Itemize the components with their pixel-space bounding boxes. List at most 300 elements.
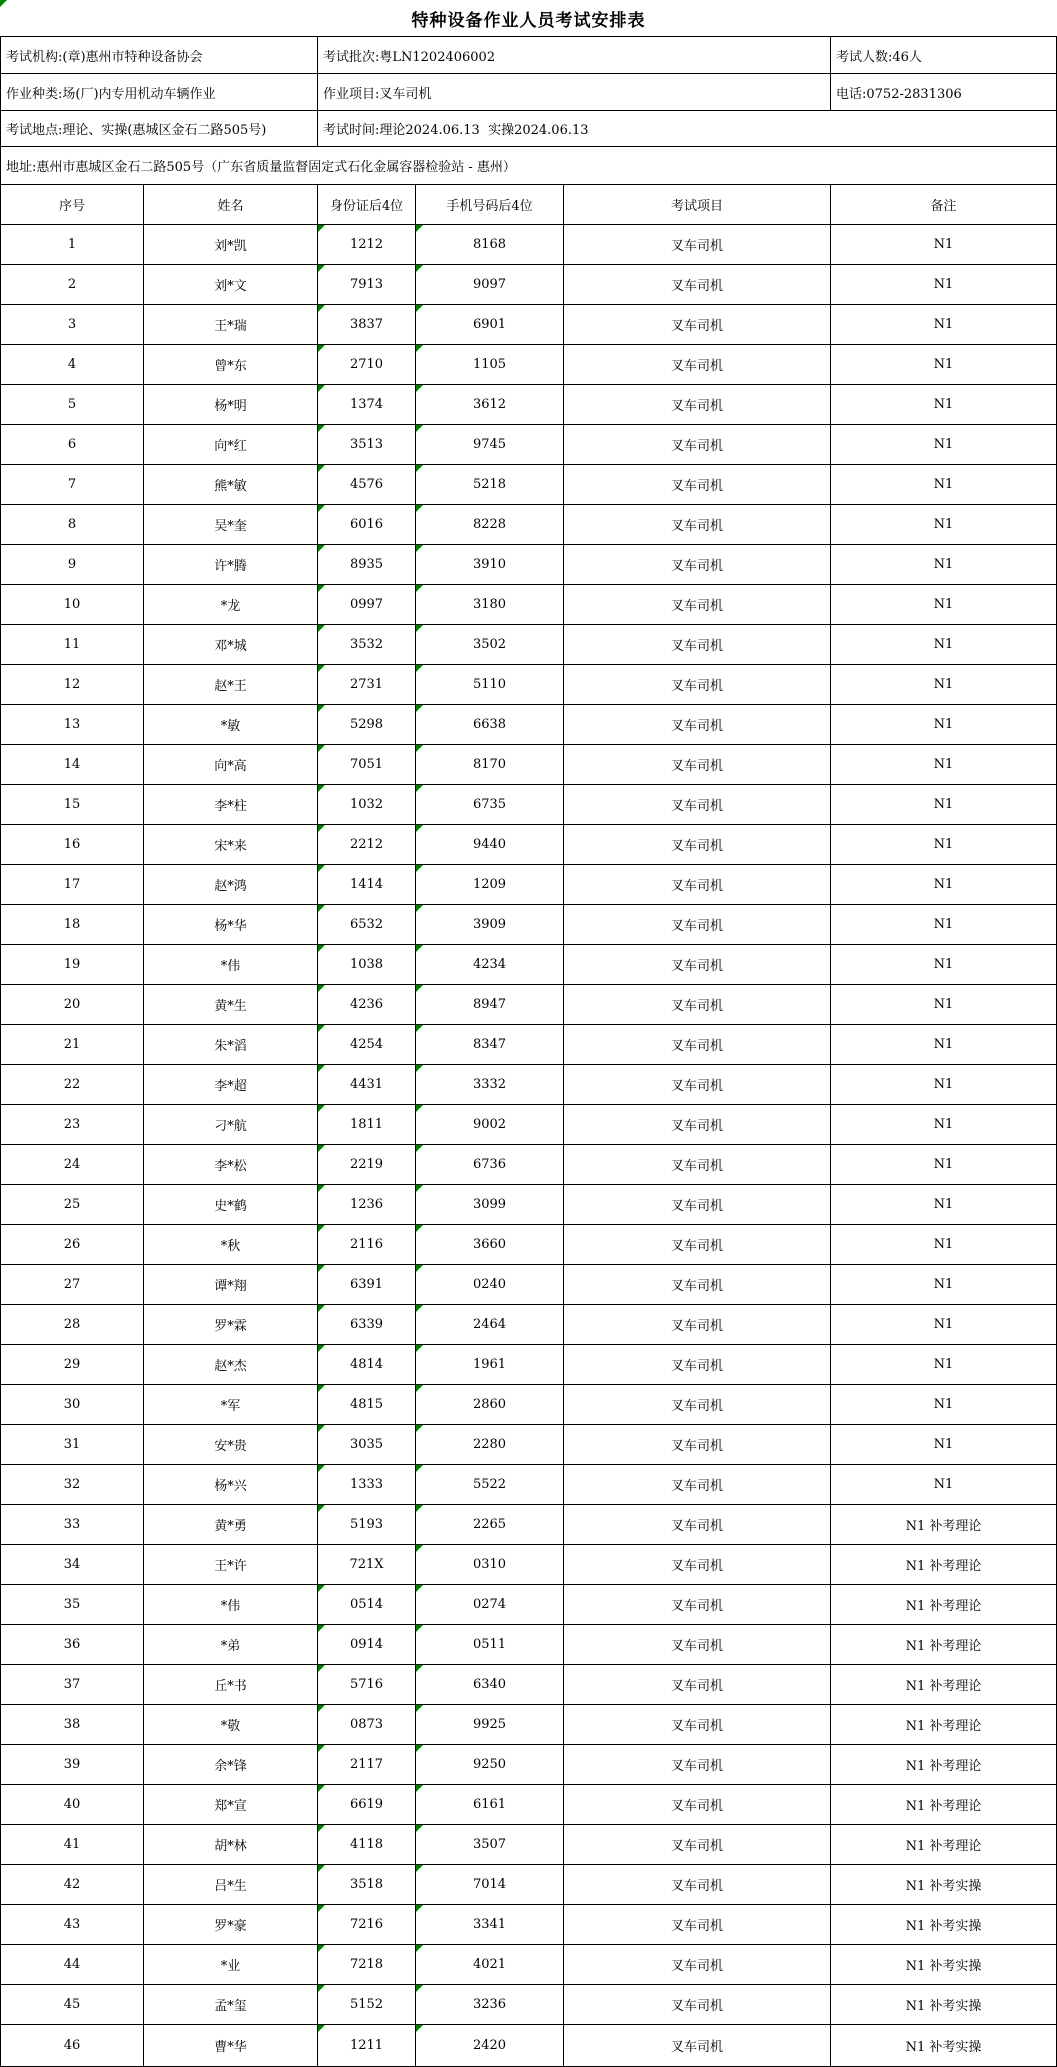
cell-note: N1 补考理论 xyxy=(905,1639,982,1654)
cell-seq: 45 xyxy=(1,1985,144,2024)
cell-exam-project: 叉车司机 xyxy=(564,1665,831,1704)
cell-id-last4: 5193 xyxy=(318,1505,416,1544)
cell-name: 许*腾 xyxy=(144,545,318,584)
table-row xyxy=(1,1705,1056,1745)
cell-exam-project: 叉车司机 xyxy=(564,865,831,904)
cell-note: N1 xyxy=(933,1117,954,1132)
cell-note: N1 xyxy=(933,477,954,492)
cell-exam-project: 叉车司机 xyxy=(564,505,831,544)
table-row xyxy=(1,1305,1056,1345)
cell-seq: 18 xyxy=(1,905,144,944)
table-row xyxy=(1,1865,1056,1905)
cell-exam-project: 叉车司机 xyxy=(564,1385,831,1424)
cell-exam-project: 叉车司机 xyxy=(564,1345,831,1384)
cell-note: N1 xyxy=(933,557,954,572)
cell-name: 朱*滔 xyxy=(144,1025,318,1064)
cell-exam-project: 叉车司机 xyxy=(564,945,831,984)
cell-id-last4: 1374 xyxy=(318,385,416,424)
cell-exam-project: 叉车司机 xyxy=(564,345,831,384)
cell-phone-last4: 1209 xyxy=(416,865,564,904)
col-header-id-last4: 身份证后4位 xyxy=(318,185,416,224)
table-row xyxy=(1,1785,1056,1825)
cell-note: N1 xyxy=(933,437,954,452)
cell-id-last4: 6339 xyxy=(318,1305,416,1344)
cell-id-last4: 0914 xyxy=(318,1625,416,1664)
cell-phone-last4: 0511 xyxy=(416,1625,564,1664)
cell-seq: 25 xyxy=(1,1185,144,1224)
cell-id-last4: 4576 xyxy=(318,465,416,504)
cell-phone-last4: 9097 xyxy=(416,265,564,304)
cell-id-last4: 5298 xyxy=(318,705,416,744)
cell-seq: 19 xyxy=(1,945,144,984)
cell-seq: 32 xyxy=(1,1465,144,1504)
cell-id-last4: 1038 xyxy=(318,945,416,984)
cell-exam-project: 叉车司机 xyxy=(564,1225,831,1264)
table-row xyxy=(1,545,1056,585)
cell-note: N1 xyxy=(933,837,954,852)
info-exam-time: 考试时间:理论2024.06.13 实操2024.06.13 xyxy=(323,123,589,138)
table-row xyxy=(1,465,1056,505)
cell-note: N1 补考理论 xyxy=(905,1559,982,1574)
cell-exam-project: 叉车司机 xyxy=(564,1705,831,1744)
cell-phone-last4: 1961 xyxy=(416,1345,564,1384)
cell-id-last4: 7216 xyxy=(318,1905,416,1944)
cell-exam-project: 叉车司机 xyxy=(564,1185,831,1224)
cell-exam-project: 叉车司机 xyxy=(564,1785,831,1824)
cell-id-last4: 6532 xyxy=(318,905,416,944)
cell-exam-project: 叉车司机 xyxy=(564,1065,831,1104)
cell-exam-project: 叉车司机 xyxy=(564,585,831,624)
cell-exam-project: 叉车司机 xyxy=(564,1905,831,1944)
cell-seq: 22 xyxy=(1,1065,144,1104)
cell-seq: 41 xyxy=(1,1825,144,1864)
info-exam-org: 考试机构:(章)惠州市特种设备协会 xyxy=(1,37,318,73)
cell-exam-project: 叉车司机 xyxy=(564,1305,831,1344)
cell-exam-project: 叉车司机 xyxy=(564,545,831,584)
cell-note: N1 xyxy=(933,917,954,932)
cell-phone-last4: 6161 xyxy=(416,1785,564,1824)
cell-phone-last4: 9002 xyxy=(416,1105,564,1144)
cell-exam-project: 叉车司机 xyxy=(564,1585,831,1624)
cell-phone-last4: 6638 xyxy=(416,705,564,744)
table-row xyxy=(1,1185,1056,1225)
table-row xyxy=(1,1625,1056,1665)
cell-phone-last4: 8170 xyxy=(416,745,564,784)
cell-phone-last4: 0310 xyxy=(416,1545,564,1584)
table-row xyxy=(1,425,1056,465)
cell-exam-project: 叉车司机 xyxy=(564,1465,831,1504)
col-header-seq: 序号 xyxy=(1,185,144,224)
cell-seq: 24 xyxy=(1,1145,144,1184)
cell-name: 胡*林 xyxy=(144,1825,318,1864)
cell-note: N1 xyxy=(933,317,954,332)
cell-phone-last4: 9250 xyxy=(416,1745,564,1784)
cell-id-last4: 8935 xyxy=(318,545,416,584)
cell-phone-last4: 0274 xyxy=(416,1585,564,1624)
cell-seq: 11 xyxy=(1,625,144,664)
table-row xyxy=(1,1745,1056,1785)
cell-name: *敏 xyxy=(144,705,318,744)
cell-name: *军 xyxy=(144,1385,318,1424)
cell-name: 向*高 xyxy=(144,745,318,784)
cell-phone-last4: 9440 xyxy=(416,825,564,864)
table-frame xyxy=(0,36,1057,2067)
cell-id-last4: 6016 xyxy=(318,505,416,544)
cell-seq: 7 xyxy=(1,465,144,504)
cell-id-last4: 3532 xyxy=(318,625,416,664)
cell-name: 吕*生 xyxy=(144,1865,318,1904)
cell-id-last4: 4236 xyxy=(318,985,416,1024)
cell-note: N1 补考实操 xyxy=(905,1999,982,2014)
cell-phone-last4: 2280 xyxy=(416,1425,564,1464)
table-row xyxy=(1,785,1056,825)
cell-note: N1 补考理论 xyxy=(905,1839,982,1854)
table-row xyxy=(1,1905,1056,1945)
cell-id-last4: 2731 xyxy=(318,665,416,704)
table-row xyxy=(1,865,1056,905)
cell-seq: 28 xyxy=(1,1305,144,1344)
cell-exam-project: 叉车司机 xyxy=(564,985,831,1024)
cell-seq: 20 xyxy=(1,985,144,1024)
cell-id-last4: 4814 xyxy=(318,1345,416,1384)
sheet-corner-flag-icon xyxy=(0,0,7,7)
table-row xyxy=(1,1145,1056,1185)
cell-name: 赵*杰 xyxy=(144,1345,318,1384)
table-row xyxy=(1,1425,1056,1465)
cell-phone-last4: 8947 xyxy=(416,985,564,1024)
cell-name: 杨*明 xyxy=(144,385,318,424)
table-row xyxy=(1,585,1056,625)
table-row xyxy=(1,1985,1056,2025)
cell-note: N1 补考理论 xyxy=(905,1759,982,1774)
table-row xyxy=(1,985,1056,1025)
cell-id-last4: 1032 xyxy=(318,785,416,824)
cell-id-last4: 1211 xyxy=(318,2025,416,2066)
cell-note: N1 xyxy=(933,797,954,812)
cell-seq: 40 xyxy=(1,1785,144,1824)
cell-name: 罗*豪 xyxy=(144,1905,318,1944)
cell-phone-last4: 2464 xyxy=(416,1305,564,1344)
cell-exam-project: 叉车司机 xyxy=(564,1945,831,1984)
table-row xyxy=(1,665,1056,705)
col-header-note: 备注 xyxy=(930,199,957,214)
cell-seq: 35 xyxy=(1,1585,144,1624)
cell-name: 曾*东 xyxy=(144,345,318,384)
cell-note: N1 xyxy=(933,1237,954,1252)
cell-phone-last4: 2860 xyxy=(416,1385,564,1424)
cell-name: 吴*奎 xyxy=(144,505,318,544)
cell-exam-project: 叉车司机 xyxy=(564,705,831,744)
info-exam-count: 考试人数:46人 xyxy=(836,49,922,65)
cell-note: N1 xyxy=(933,277,954,292)
cell-phone-last4: 9745 xyxy=(416,425,564,464)
cell-note: N1 xyxy=(933,357,954,372)
table-row xyxy=(1,625,1056,665)
cell-note: N1 xyxy=(933,1197,954,1212)
cell-phone-last4: 8347 xyxy=(416,1025,564,1064)
cell-exam-project: 叉车司机 xyxy=(564,1865,831,1904)
cell-note: N1 补考实操 xyxy=(905,2040,982,2055)
cell-seq: 16 xyxy=(1,825,144,864)
table-row xyxy=(1,945,1056,985)
cell-seq: 8 xyxy=(1,505,144,544)
table-row xyxy=(1,2025,1056,2066)
cell-phone-last4: 6901 xyxy=(416,305,564,344)
cell-name: 杨*华 xyxy=(144,905,318,944)
info-row-3 xyxy=(1,111,1056,147)
cell-name: 赵*鸿 xyxy=(144,865,318,904)
cell-id-last4: 6391 xyxy=(318,1265,416,1304)
cell-id-last4: 1212 xyxy=(318,225,416,264)
cell-note: N1 xyxy=(933,1157,954,1172)
cell-note: N1 补考理论 xyxy=(905,1679,982,1694)
cell-exam-project: 叉车司机 xyxy=(564,1985,831,2024)
cell-id-last4: 0514 xyxy=(318,1585,416,1624)
cell-exam-project: 叉车司机 xyxy=(564,385,831,424)
cell-id-last4: 5152 xyxy=(318,1985,416,2024)
table-row xyxy=(1,825,1056,865)
cell-note: N1 xyxy=(933,677,954,692)
cell-note: N1 xyxy=(933,637,954,652)
cell-id-last4: 2219 xyxy=(318,1145,416,1184)
cell-id-last4: 7913 xyxy=(318,265,416,304)
cell-name: 黄*勇 xyxy=(144,1505,318,1544)
cell-seq: 10 xyxy=(1,585,144,624)
cell-seq: 30 xyxy=(1,1385,144,1424)
table-row xyxy=(1,1105,1056,1145)
cell-seq: 33 xyxy=(1,1505,144,1544)
info-address: 地址:惠州市惠城区金石二路505号（广东省质量监督固定式石化金属容器检验站 - 惠州） xyxy=(6,160,516,175)
table-body xyxy=(1,225,1056,2066)
table-row xyxy=(1,1945,1056,1985)
cell-name: 黄*生 xyxy=(144,985,318,1024)
page-title: 特种设备作业人员考试安排表 xyxy=(411,10,646,31)
cell-seq: 6 xyxy=(1,425,144,464)
cell-phone-last4: 3341 xyxy=(416,1905,564,1944)
cell-name: 李*超 xyxy=(144,1065,318,1104)
col-header-name: 姓名 xyxy=(144,185,318,224)
cell-name: 谭*翔 xyxy=(144,1265,318,1304)
cell-exam-project: 叉车司机 xyxy=(564,1145,831,1184)
cell-seq: 3 xyxy=(1,305,144,344)
cell-exam-project: 叉车司机 xyxy=(564,1545,831,1584)
cell-note: N1 xyxy=(933,517,954,532)
cell-phone-last4: 3180 xyxy=(416,585,564,624)
table-row xyxy=(1,1505,1056,1545)
cell-seq: 37 xyxy=(1,1665,144,1704)
info-row-1 xyxy=(1,37,1056,74)
cell-name: 向*红 xyxy=(144,425,318,464)
cell-name: 刁*航 xyxy=(144,1105,318,1144)
cell-id-last4: 1236 xyxy=(318,1185,416,1224)
cell-name: 丘*书 xyxy=(144,1665,318,1704)
cell-note: N1 xyxy=(933,1317,954,1332)
cell-phone-last4: 1105 xyxy=(416,345,564,384)
cell-note: N1 xyxy=(933,997,954,1012)
info-row-2 xyxy=(1,74,1056,111)
cell-name: 郑*宣 xyxy=(144,1785,318,1824)
cell-note: N1 xyxy=(933,1477,954,1492)
cell-exam-project: 叉车司机 xyxy=(564,905,831,944)
cell-id-last4: 721X xyxy=(318,1545,416,1584)
cell-seq: 14 xyxy=(1,745,144,784)
table-row xyxy=(1,1465,1056,1505)
cell-phone-last4: 6340 xyxy=(416,1665,564,1704)
cell-name: 王*许 xyxy=(144,1545,318,1584)
cell-exam-project: 叉车司机 xyxy=(564,1025,831,1064)
cell-note: N1 xyxy=(933,1037,954,1052)
cell-exam-project: 叉车司机 xyxy=(564,1425,831,1464)
cell-id-last4: 6619 xyxy=(318,1785,416,1824)
cell-seq: 12 xyxy=(1,665,144,704)
table-header-row xyxy=(1,185,1056,225)
cell-exam-project: 叉车司机 xyxy=(564,1105,831,1144)
cell-id-last4: 7218 xyxy=(318,1945,416,1984)
cell-exam-project: 叉车司机 xyxy=(564,265,831,304)
cell-phone-last4: 2420 xyxy=(416,2025,564,2066)
cell-id-last4: 4254 xyxy=(318,1025,416,1064)
cell-note: N1 xyxy=(933,1277,954,1292)
cell-seq: 44 xyxy=(1,1945,144,1984)
cell-name: 安*贵 xyxy=(144,1425,318,1464)
info-work-project: 作业项目:叉车司机 xyxy=(318,74,831,110)
cell-phone-last4: 3909 xyxy=(416,905,564,944)
cell-seq: 38 xyxy=(1,1705,144,1744)
cell-name: *秋 xyxy=(144,1225,318,1264)
cell-seq: 42 xyxy=(1,1865,144,1904)
table-row xyxy=(1,265,1056,305)
cell-id-last4: 4815 xyxy=(318,1385,416,1424)
cell-note: N1 xyxy=(933,1077,954,1092)
cell-phone-last4: 4234 xyxy=(416,945,564,984)
cell-note: N1 xyxy=(933,1397,954,1412)
cell-seq: 46 xyxy=(1,2025,144,2066)
cell-id-last4: 3837 xyxy=(318,305,416,344)
cell-note: N1 xyxy=(933,757,954,772)
cell-note: N1 补考实操 xyxy=(905,1879,982,1894)
cell-name: 李*柱 xyxy=(144,785,318,824)
cell-phone-last4: 8228 xyxy=(416,505,564,544)
cell-name: 熊*敏 xyxy=(144,465,318,504)
cell-seq: 15 xyxy=(1,785,144,824)
table-row xyxy=(1,385,1056,425)
cell-name: *敬 xyxy=(144,1705,318,1744)
info-work-category: 作业种类:场(厂)内专用机动车辆作业 xyxy=(1,74,318,110)
cell-name: *弟 xyxy=(144,1625,318,1664)
cell-exam-project: 叉车司机 xyxy=(564,1745,831,1784)
cell-exam-project: 叉车司机 xyxy=(564,825,831,864)
cell-note: N1 xyxy=(933,957,954,972)
cell-id-last4: 1811 xyxy=(318,1105,416,1144)
cell-id-last4: 0997 xyxy=(318,585,416,624)
cell-exam-project: 叉车司机 xyxy=(564,1265,831,1304)
cell-name: *龙 xyxy=(144,585,318,624)
col-header-exam-project: 考试项目 xyxy=(564,185,831,224)
cell-id-last4: 2212 xyxy=(318,825,416,864)
table-row xyxy=(1,1665,1056,1705)
cell-note: N1 补考理论 xyxy=(905,1599,982,1614)
cell-name: 史*鹤 xyxy=(144,1185,318,1224)
cell-seq: 17 xyxy=(1,865,144,904)
cell-seq: 23 xyxy=(1,1105,144,1144)
cell-note: N1 补考理论 xyxy=(905,1719,982,1734)
info-phone: 电话:0752-2831306 xyxy=(836,86,962,102)
cell-exam-project: 叉车司机 xyxy=(564,1625,831,1664)
table-row xyxy=(1,1545,1056,1585)
cell-seq: 36 xyxy=(1,1625,144,1664)
cell-phone-last4: 4021 xyxy=(416,1945,564,1984)
cell-id-last4: 5716 xyxy=(318,1665,416,1704)
cell-id-last4: 3518 xyxy=(318,1865,416,1904)
table-row xyxy=(1,705,1056,745)
cell-seq: 2 xyxy=(1,265,144,304)
cell-phone-last4: 9925 xyxy=(416,1705,564,1744)
cell-name: 宋*来 xyxy=(144,825,318,864)
cell-seq: 1 xyxy=(1,225,144,264)
cell-phone-last4: 7014 xyxy=(416,1865,564,1904)
cell-exam-project: 叉车司机 xyxy=(564,2025,831,2066)
cell-name: 刘*文 xyxy=(144,265,318,304)
cell-note: N1 补考理论 xyxy=(905,1799,982,1814)
table-row xyxy=(1,1345,1056,1385)
table-row xyxy=(1,1065,1056,1105)
cell-phone-last4: 3910 xyxy=(416,545,564,584)
cell-exam-project: 叉车司机 xyxy=(564,785,831,824)
table-row xyxy=(1,1225,1056,1265)
cell-note: N1 xyxy=(933,237,954,252)
cell-seq: 5 xyxy=(1,385,144,424)
cell-name: 邓*城 xyxy=(144,625,318,664)
cell-name: 余*锋 xyxy=(144,1745,318,1784)
cell-name: *伟 xyxy=(144,1585,318,1624)
cell-phone-last4: 5218 xyxy=(416,465,564,504)
cell-exam-project: 叉车司机 xyxy=(564,625,831,664)
cell-note: N1 xyxy=(933,597,954,612)
cell-id-last4: 7051 xyxy=(318,745,416,784)
cell-exam-project: 叉车司机 xyxy=(564,225,831,264)
cell-exam-project: 叉车司机 xyxy=(564,425,831,464)
cell-phone-last4: 5110 xyxy=(416,665,564,704)
cell-note: N1 补考理论 xyxy=(905,1519,982,1534)
table-row xyxy=(1,505,1056,545)
table-row xyxy=(1,1025,1056,1065)
cell-phone-last4: 3660 xyxy=(416,1225,564,1264)
cell-id-last4: 2116 xyxy=(318,1225,416,1264)
cell-phone-last4: 3332 xyxy=(416,1065,564,1104)
cell-name: 曹*华 xyxy=(144,2025,318,2066)
cell-exam-project: 叉车司机 xyxy=(564,1825,831,1864)
table-row xyxy=(1,905,1056,945)
cell-id-last4: 4431 xyxy=(318,1065,416,1104)
cell-phone-last4: 2265 xyxy=(416,1505,564,1544)
cell-exam-project: 叉车司机 xyxy=(564,465,831,504)
cell-note: N1 xyxy=(933,397,954,412)
table-row xyxy=(1,1825,1056,1865)
cell-phone-last4: 3507 xyxy=(416,1825,564,1864)
cell-phone-last4: 8168 xyxy=(416,225,564,264)
cell-seq: 34 xyxy=(1,1545,144,1584)
info-exam-location: 考试地点:理论、实操(惠城区金石二路505号) xyxy=(1,111,318,146)
info-row-address xyxy=(1,147,1056,185)
cell-seq: 31 xyxy=(1,1425,144,1464)
cell-name: 罗*霖 xyxy=(144,1305,318,1344)
cell-name: 王*瑞 xyxy=(144,305,318,344)
cell-seq: 27 xyxy=(1,1265,144,1304)
cell-note: N1 补考实操 xyxy=(905,1959,982,1974)
cell-note: N1 xyxy=(933,717,954,732)
cell-name: 孟*玺 xyxy=(144,1985,318,2024)
cell-seq: 13 xyxy=(1,705,144,744)
